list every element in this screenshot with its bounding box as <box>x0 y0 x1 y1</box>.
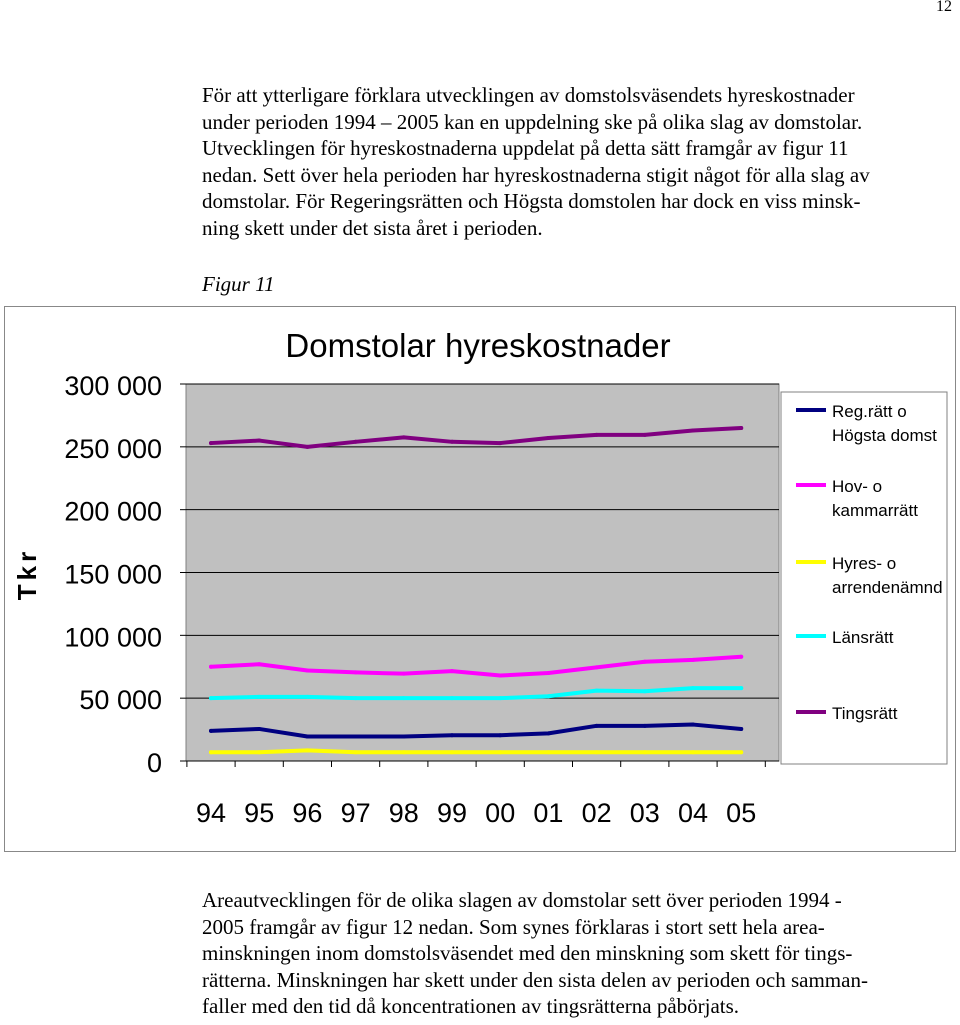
legend-label: Hov- o <box>832 477 883 496</box>
x-tick-label: 96 <box>292 798 323 828</box>
data-point <box>402 435 406 439</box>
y-tick-label: 0 <box>146 748 162 778</box>
legend-label: Hyres- o <box>832 554 897 573</box>
paragraph-line: domstolar. För Regeringsrätten och Högsta domstolen har dock en viss minsk- <box>202 189 861 213</box>
legend-label: Reg.rätt o <box>832 402 907 421</box>
data-point <box>691 686 695 690</box>
series-line <box>211 750 741 752</box>
data-point <box>691 750 695 754</box>
data-point <box>450 440 454 444</box>
legend-label: arrendenämnd <box>832 578 943 597</box>
y-tick-label: 100 000 <box>64 622 162 653</box>
data-point <box>354 750 358 754</box>
data-point <box>209 665 213 669</box>
paragraph-line: minskningen inom domstolsväsendet med den minskning som skett för tings- <box>202 941 853 965</box>
data-point <box>305 734 309 738</box>
data-point <box>643 750 647 754</box>
paragraph-line: Areautvecklingen för de olika slagen av domstolar sett över perioden 1994 - <box>202 888 842 912</box>
data-point <box>402 672 406 676</box>
data-point <box>402 696 406 700</box>
data-point <box>643 660 647 664</box>
x-tick-label: 94 <box>195 798 227 828</box>
data-point <box>595 689 599 693</box>
data-point <box>546 750 550 754</box>
x-tick-label: 97 <box>340 798 371 828</box>
data-point <box>257 727 261 731</box>
data-point <box>739 727 743 731</box>
data-point <box>257 439 261 443</box>
x-tick-label: 99 <box>436 798 468 828</box>
x-tick-label: 98 <box>388 798 419 828</box>
data-point <box>546 731 550 735</box>
data-point <box>595 665 599 669</box>
legend-label: kammarrätt <box>832 501 918 520</box>
data-point <box>450 750 454 754</box>
data-point <box>305 748 309 752</box>
data-point <box>498 733 502 737</box>
data-point <box>402 750 406 754</box>
data-point <box>595 724 599 728</box>
data-point <box>305 445 309 449</box>
page-number: 12 <box>936 0 952 15</box>
data-point <box>739 750 743 754</box>
data-point <box>402 734 406 738</box>
y-tick-label: 200 000 <box>64 496 162 527</box>
legend-label: Tingsrätt <box>832 704 898 723</box>
paragraph-line: 2005 framgår av figur 12 nedan. Som synes förklaras i stort sett hela area- <box>202 914 825 939</box>
y-tick-label: 250 000 <box>64 433 162 464</box>
data-point <box>450 696 454 700</box>
data-point <box>498 696 502 700</box>
data-point <box>595 433 599 437</box>
data-point <box>450 669 454 673</box>
data-point <box>739 655 743 659</box>
data-point <box>498 674 502 678</box>
data-point <box>354 734 358 738</box>
x-tick-label: 03 <box>629 798 660 828</box>
data-point <box>546 671 550 675</box>
paragraph-line: nedan. Sett över hela perioden har hyreskostnaderna stigit något för alla slag av <box>202 162 870 187</box>
data-point <box>354 440 358 444</box>
y-tick-label: 150 000 <box>64 559 162 590</box>
legend-label: Länsrätt <box>832 628 894 647</box>
data-point <box>691 428 695 432</box>
data-point <box>643 689 647 693</box>
data-point <box>546 436 550 440</box>
y-axis-label: Tkr <box>12 547 42 601</box>
x-tick-label: 02 <box>581 798 612 828</box>
x-tick-label: 05 <box>726 798 757 828</box>
chart-title: Domstolar hyreskostnader <box>285 327 671 364</box>
data-point <box>305 695 309 699</box>
paragraph-line: Utvecklingen för hyreskostnaderna uppdelat på detta sätt framgår av figur 11 <box>202 136 849 160</box>
data-point <box>257 695 261 699</box>
x-tick-label: 01 <box>533 798 564 828</box>
data-point <box>209 750 213 754</box>
paragraph-bottom <box>202 887 947 1020</box>
data-point <box>498 750 502 754</box>
y-tick-label: 300 000 <box>64 371 162 401</box>
legend-label: Högsta domst <box>832 426 937 445</box>
data-point <box>739 686 743 690</box>
data-point <box>354 696 358 700</box>
data-point <box>305 669 309 673</box>
data-point <box>209 696 213 700</box>
data-point <box>209 729 213 733</box>
paragraph-line: under perioden 1994 – 2005 kan en uppdelning ske på olika slag av domstolar. <box>202 109 863 134</box>
paragraph-line: faller med den tid då koncentrationen av tingsrätterna påbörjats. <box>202 994 740 1018</box>
x-tick-label: 95 <box>244 798 275 828</box>
data-point <box>691 658 695 662</box>
figure-label: Figur 11 <box>202 272 275 296</box>
paragraph-line: ning skett under det sista året i perioden. <box>202 215 543 240</box>
data-point <box>546 694 550 698</box>
data-point <box>643 724 647 728</box>
data-point <box>739 426 743 430</box>
y-tick-label: 50 000 <box>79 685 162 716</box>
paragraph-line: För att ytterligare förklara utvecklingen av domstolsväsendets hyreskostnader <box>202 83 855 107</box>
data-point <box>450 733 454 737</box>
x-tick-label: 04 <box>677 798 709 828</box>
data-point <box>595 750 599 754</box>
data-point <box>209 441 213 445</box>
x-tick-label: 00 <box>485 798 516 828</box>
data-point <box>257 750 261 754</box>
data-point <box>354 670 358 674</box>
data-point <box>691 723 695 727</box>
data-point <box>643 433 647 437</box>
paragraph-line: rätterna. Minskningen har skett under den sista delen av perioden och samman- <box>202 967 868 992</box>
data-point <box>257 662 261 666</box>
data-point <box>498 441 502 445</box>
